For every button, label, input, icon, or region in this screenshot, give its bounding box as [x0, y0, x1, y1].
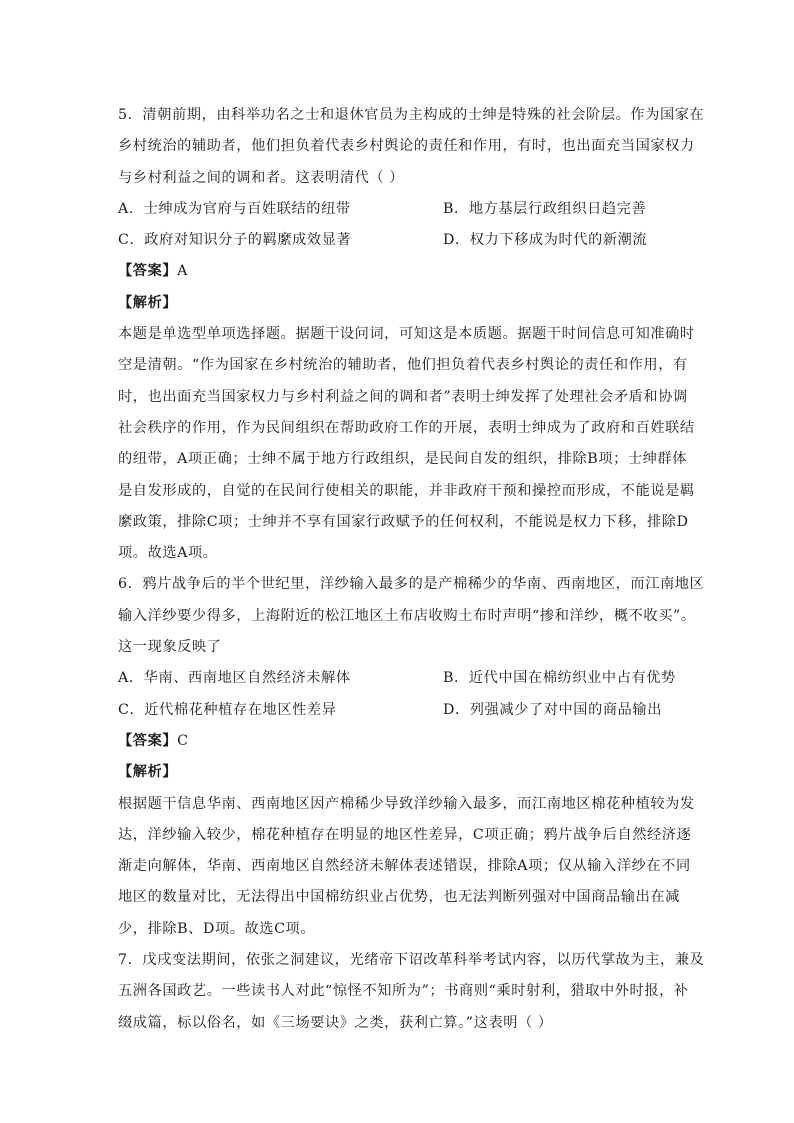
option-d: D．列强减少了对中国的商品输出: [443, 701, 663, 718]
options-row: [118, 695, 678, 726]
question-stem-line: 5．清朝前期，由科举功名之士和退休官员为主构成的士绅是特殊的社会阶层。作为国家在: [118, 107, 705, 123]
answer-value: A: [177, 263, 189, 280]
analysis-line: 达，洋纱输入较少，棉花种植存在明显的地区性差异，C项正确；鸦片战争后自然经济逐: [118, 826, 692, 843]
option-a: A．华南、西南地区自然经济未解体: [118, 670, 351, 687]
analysis-line: 少，排除B、D项。故选C项。: [118, 920, 316, 937]
question-7: [118, 945, 705, 1039]
analysis-line: 根据题干信息华南、西南地区因产棉稀少导致洋纱输入最多，而江南地区棉花种植较为发: [118, 795, 695, 812]
answer-line: [118, 256, 678, 287]
option-b: B．近代中国在棉纺织业中占有优势: [443, 670, 676, 687]
analysis-line: 的纽带，A项正确；士绅不属于地方行政组织，是民间自发的组织，排除B项；士绅群体: [118, 451, 688, 468]
analysis-line: 是自发形成的，自觉的在民间行使相关的职能，并非政府干预和操控而形成，不能说是羁: [118, 482, 695, 499]
question-stem-line: 输入洋纱要少得多，上海附近的松江地区土布店收购土布时声明“掺和洋纱，概不收买”。: [118, 607, 696, 624]
analysis-line: 縻政策，排除C项；士绅并不享有国家行政赋予的任何权利，不能说是权力下移，排除D: [118, 513, 689, 530]
option-a: A．士绅成为官府与百姓联结的纽带: [118, 200, 351, 217]
question-6: [118, 569, 705, 945]
analysis-line: 本题是单选型单项选择题。据题干设问词，可知这是本质题。据题干时间信息可知准确时: [118, 326, 695, 343]
answer-value: C: [177, 732, 189, 749]
option-c: C．近代棉花种植存在地区性差异: [118, 701, 337, 718]
question-stem-line: 乡村统治的辅助者，他们担负着代表乡村舆论的责任和作用，有时，也出面充当国家权力: [118, 138, 695, 155]
document-page: [118, 100, 705, 1039]
answer-tag: 【答案】: [118, 732, 178, 749]
answer-line: [118, 726, 678, 757]
option-d: D．权力下移成为时代的新潮流: [443, 232, 648, 249]
analysis-tag: 【解析】: [118, 294, 178, 311]
answer-tag: 【答案】: [118, 263, 178, 280]
analysis-line: 社会秩序的作用，作为民间组织在帮助政府工作的开展，表明士绅成为了政府和百姓联结: [118, 419, 695, 436]
options-row: [118, 663, 678, 694]
analysis-line: 时，也出面充当国家权力与乡村利益之间的调和者”表明士绅发挥了处理社会矛盾和协调: [118, 388, 688, 405]
option-c: C．政府对知识分子的羁縻成效显著: [118, 232, 352, 249]
question-stem-line: 6．鸦片战争后的半个世纪里，洋纱输入最多的是产棉稀少的华南、西南地区，而江南地区: [118, 576, 705, 593]
options-row: [118, 194, 678, 225]
question-stem-line: 五洲各国政艺。一些读书人对此“惊怪不知所为”；书商则“乘时射利，猎取中外时报，补: [118, 983, 689, 1000]
analysis-line: 地区的数量对比，无法得出中国棉纺织业占优势，也无法判断列强对中国商品输出在减: [118, 889, 680, 906]
question-5: [118, 100, 705, 569]
analysis-tag: 【解析】: [118, 764, 178, 781]
analysis-line: 渐走向解体，华南、西南地区自然经济未解体表述错误，排除A项；仅从输入洋纱在不同: [118, 858, 691, 875]
question-stem-line: 这一现象反映了: [118, 639, 222, 656]
question-stem-line: 7．戊戌变法期间，依张之洞建议，光绪帝下诏改革科举考试内容，以历代掌故为主，兼及: [118, 952, 705, 969]
analysis-line: 项。故选A项。: [118, 545, 218, 562]
analysis-line: 空是清朝。“作为国家在乡村统治的辅助者，他们担负着代表乡村舆论的责任和作用，有: [118, 357, 688, 374]
question-stem-line: 与乡村利益之间的调和者。这表明清代（ ）: [118, 169, 405, 186]
options-row: [118, 225, 678, 256]
question-stem-line: 缀成篇，标以俗名，如《三场要诀》之类，获利亡算。”这表明（ ）: [118, 1014, 553, 1031]
option-b: B．地方基层行政组织日趋完善: [443, 200, 647, 217]
